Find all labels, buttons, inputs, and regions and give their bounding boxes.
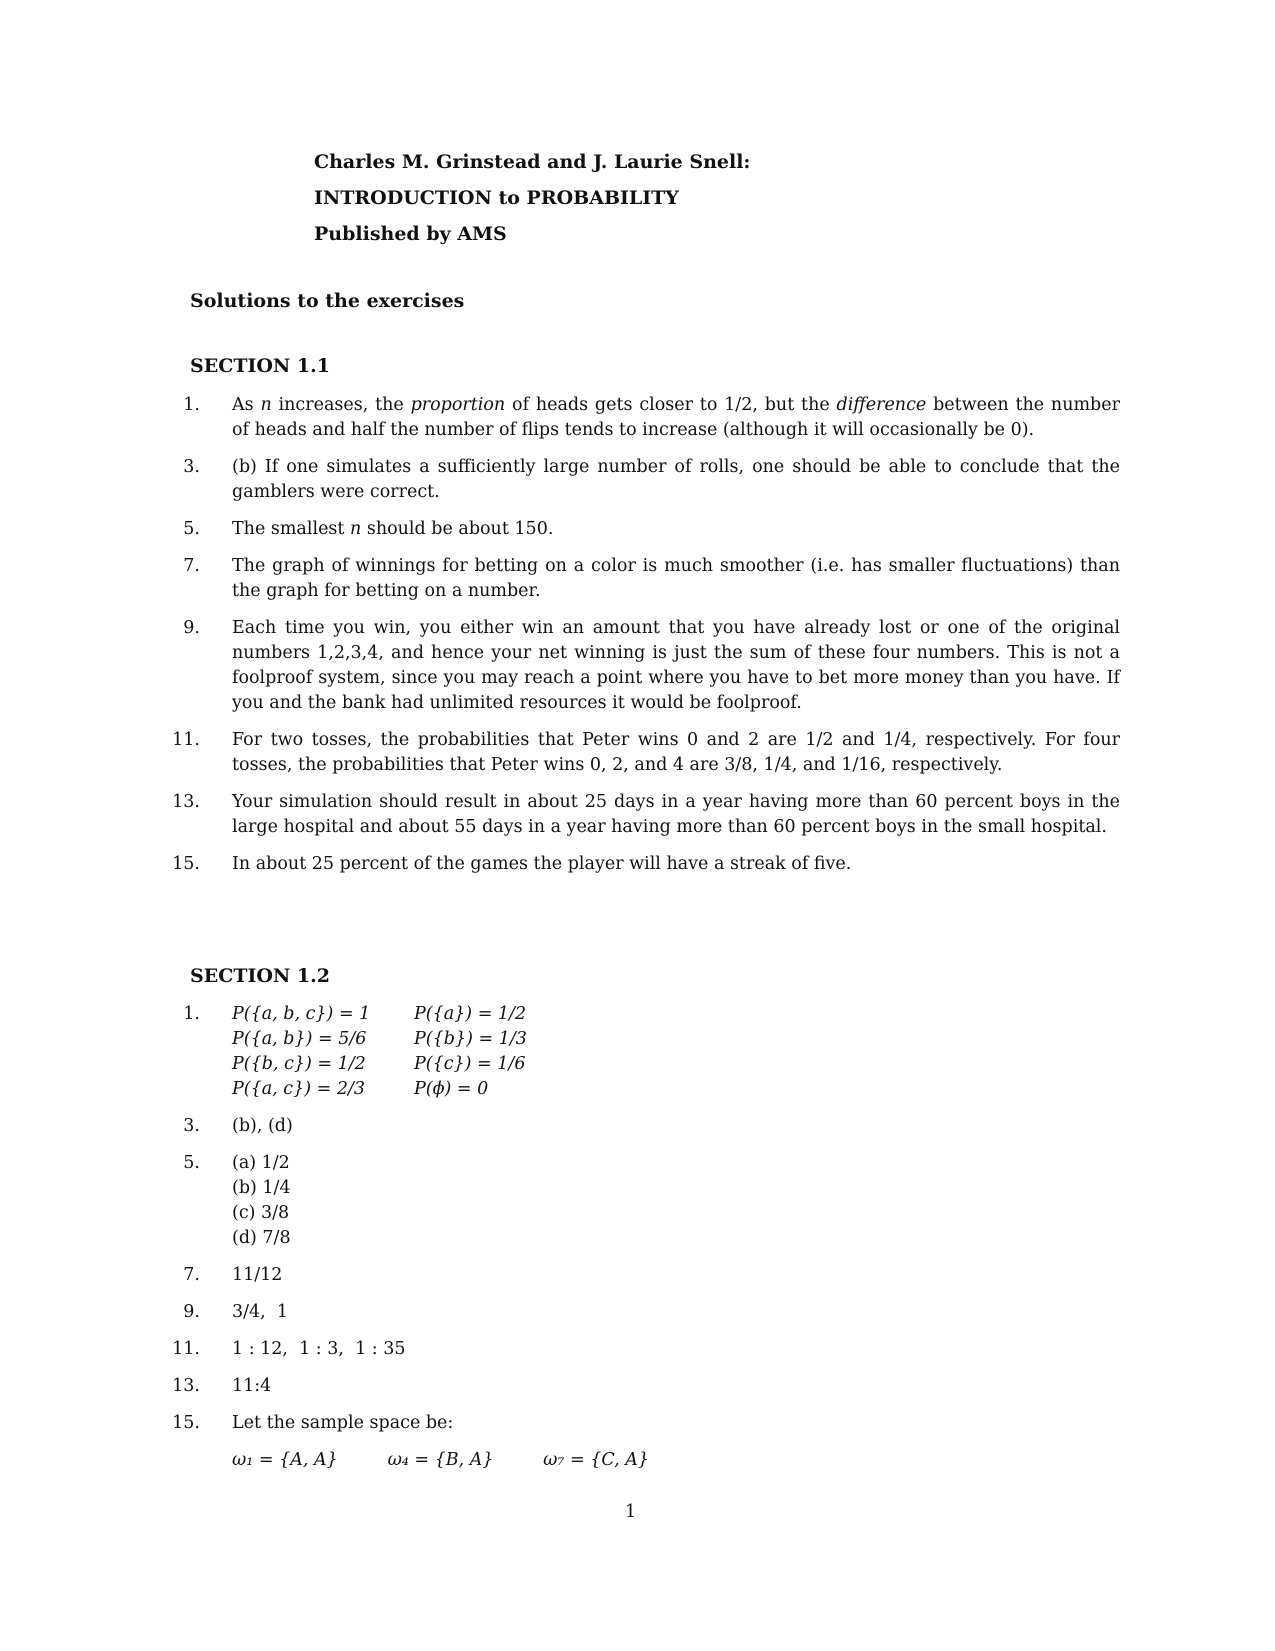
text-run: should be about 150. (361, 519, 554, 539)
exercise-number: 13. (172, 1376, 200, 1396)
sub-answer: (a) 1/2 (232, 1153, 290, 1173)
exercise-text: 11/12 (232, 1265, 283, 1285)
exercise-item (150, 1411, 1120, 1473)
sub-answer: (b) 1/4 (232, 1178, 291, 1198)
exercise-item (150, 1300, 1120, 1325)
exercise-item (150, 517, 1120, 542)
exercise-number: 9. (183, 618, 200, 638)
exercise-number: 11. (172, 730, 200, 750)
exercise-item (150, 393, 1120, 443)
publisher-line: Published by AMS (314, 223, 507, 245)
authors-line: Charles M. Grinstead and J. Laurie Snell: (314, 151, 751, 173)
book-title: INTRODUCTION to PROBABILITY (314, 187, 679, 209)
exercise-item (150, 554, 1120, 604)
emphasis: difference (836, 395, 927, 415)
exercise-number: 7. (183, 556, 200, 576)
probability-equations (232, 1002, 1120, 1102)
exercise-number: 13. (172, 792, 200, 812)
exercise-text: 11:4 (232, 1376, 272, 1396)
outcome: ω₁ = {A, A} (232, 1450, 338, 1470)
exercise-number: 7. (183, 1265, 200, 1285)
exercise-item (150, 1151, 1120, 1251)
exercise-number: 9. (183, 1302, 200, 1322)
exercise-text: 3/4, 1 (232, 1302, 288, 1322)
exercise-item (150, 1263, 1120, 1288)
exercise-item (150, 1002, 1120, 1102)
equation: P({b}) = 1/3 (414, 1029, 527, 1049)
equation: P({c}) = 1/6 (414, 1054, 526, 1074)
exercise-text: Your simulation should result in about 25 days in a year having more than 60 percent boys in the large hospital and about 55 days in a year having more than 60 percent boys in the small hospital. (232, 792, 1120, 837)
exercise-number: 3. (183, 1116, 200, 1136)
equation: P(ϕ) = 0 (414, 1079, 489, 1099)
text-run: The smallest (232, 519, 350, 539)
exercise-text: 1 : 12, 1 : 3, 1 : 35 (232, 1339, 406, 1359)
exercise-item (150, 1337, 1120, 1362)
text-run: of heads gets closer to 1/2, but the (505, 395, 837, 415)
math-variable: n (350, 519, 362, 539)
outcome: ω₄ = {B, A} (387, 1450, 494, 1470)
exercise-text: For two tosses, the probabilities that Peter wins 0 and 2 are 1/2 and 1/4, respectively. For four tosses, the probabilities that Peter wins 0, 2, and 4 are 3/8, 1/4, and 1/16, respectively. (232, 730, 1120, 775)
sub-answer: (d) 7/8 (232, 1228, 291, 1248)
exercise-text (232, 1151, 1120, 1251)
outcome: ω₇ = {C, A} (543, 1450, 650, 1470)
exercise-text: Each time you win, you either win an amount that you have already lost or one of the original numbers 1,2,3,4, and hence your net winning is just the sum of these four numbers. This is not a foolproof system, since you may reach a point where you have to bet more money than you have. If you and the bank had unlimited resources it would be foolproof. (232, 618, 1120, 713)
exercise-item (150, 1374, 1120, 1399)
exercise-number: 5. (183, 519, 200, 539)
equation: P({a}) = 1/2 (414, 1004, 527, 1024)
exercise-text: (b), (d) (232, 1116, 293, 1136)
exercise-number: 15. (172, 854, 200, 874)
exercise-number: 3. (183, 457, 200, 477)
sub-answer: (c) 3/8 (232, 1203, 290, 1223)
text-run: between the number of heads and half the number of flips tends to increase (although it will occasionally be 0). (232, 395, 1120, 440)
emphasis: proportion (410, 395, 506, 415)
equation: P({a, b, c}) = 1 (232, 1004, 371, 1024)
exercise-text (232, 517, 1120, 542)
exercise-number: 1. (183, 1004, 200, 1024)
exercise-item (150, 455, 1120, 505)
exercise-number: 15. (172, 1413, 200, 1433)
exercise-item (150, 616, 1120, 716)
section-1-2-exercises (150, 1002, 1120, 1485)
exercise-number: 11. (172, 1339, 200, 1359)
equation: P({a, c}) = 2/3 (232, 1079, 366, 1099)
sample-space-row (232, 1448, 1120, 1473)
exercise-text: Let the sample space be: (232, 1413, 454, 1433)
exercise-item (150, 790, 1120, 840)
equation: P({a, b}) = 5/6 (232, 1029, 367, 1049)
text-run: increases, the (271, 395, 411, 415)
equation: P({b, c}) = 1/2 (232, 1054, 366, 1074)
exercise-text: In about 25 percent of the games the player will have a streak of five. (232, 854, 852, 874)
section-1-1-exercises (150, 393, 1120, 889)
math-variable: n (260, 395, 272, 415)
book-header (314, 150, 750, 258)
exercise-number: 5. (183, 1153, 200, 1173)
section-1-2-title: SECTION 1.2 (190, 965, 330, 987)
page-number: 1 (625, 1502, 637, 1522)
text-run: As (232, 395, 261, 415)
exercise-item (150, 852, 1120, 877)
exercise-number: 1. (183, 395, 200, 415)
section-1-1-title: SECTION 1.1 (190, 355, 330, 377)
exercise-text: (b) If one simulates a sufficiently large number of rolls, one should be able to conclude that the gamblers were correct. (232, 457, 1120, 502)
exercise-text (232, 393, 1120, 443)
solutions-title: Solutions to the exercises (190, 290, 465, 312)
exercise-item (150, 1114, 1120, 1139)
exercise-item (150, 728, 1120, 778)
exercise-text: The graph of winnings for betting on a color is much smoother (i.e. has smaller fluctuations) than the graph for betting on a number. (232, 556, 1120, 601)
